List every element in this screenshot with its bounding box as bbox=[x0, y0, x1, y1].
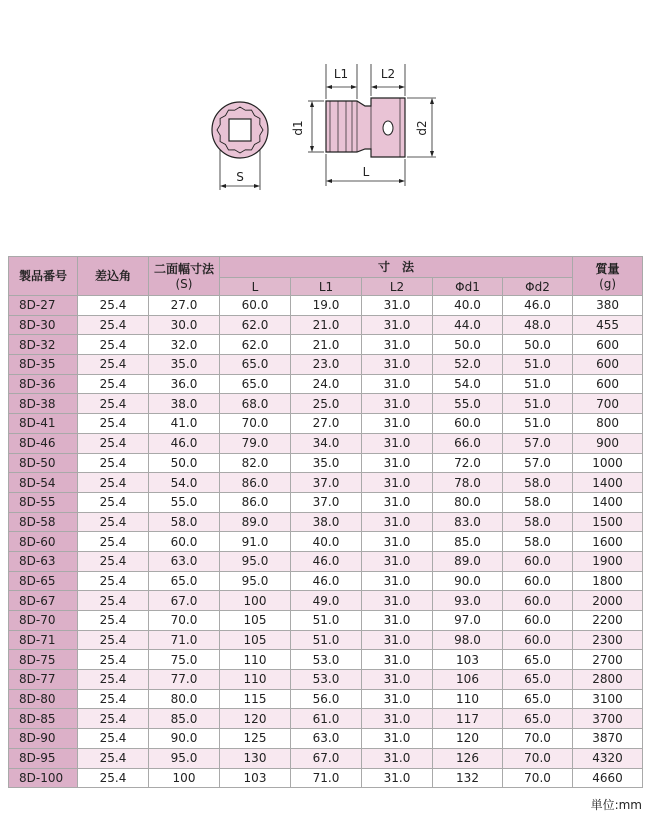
table-row bbox=[9, 492, 643, 512]
cell-d2: 60.0 bbox=[503, 611, 573, 631]
cell-code: 8D-58 bbox=[9, 512, 78, 532]
cell-l2: 31.0 bbox=[362, 433, 433, 453]
cell-l1: 40.0 bbox=[291, 532, 362, 552]
table-row bbox=[9, 433, 643, 453]
cell-d1: 83.0 bbox=[433, 512, 503, 532]
cell-l1: 37.0 bbox=[291, 492, 362, 512]
cell-l: 68.0 bbox=[220, 394, 291, 414]
cell-d2: 70.0 bbox=[503, 748, 573, 768]
cell-mass: 3870 bbox=[573, 729, 643, 749]
cell-l: 62.0 bbox=[220, 335, 291, 355]
header-across-flats bbox=[149, 257, 220, 296]
dim-label-d2: d2 bbox=[415, 120, 429, 136]
cell-l1: 53.0 bbox=[291, 670, 362, 690]
cell-drive: 25.4 bbox=[78, 473, 149, 493]
table-row bbox=[9, 315, 643, 335]
cell-mass: 1400 bbox=[573, 473, 643, 493]
cell-code: 8D-36 bbox=[9, 374, 78, 394]
table-row bbox=[9, 571, 643, 591]
cell-mass: 600 bbox=[573, 374, 643, 394]
cell-l1: 19.0 bbox=[291, 296, 362, 316]
cell-code: 8D-75 bbox=[9, 650, 78, 670]
cell-l1: 27.0 bbox=[291, 414, 362, 434]
subheader-l2: L2 bbox=[362, 278, 433, 296]
cell-across-flats: 80.0 bbox=[149, 689, 220, 709]
cell-d1: 60.0 bbox=[433, 414, 503, 434]
cell-l2: 31.0 bbox=[362, 670, 433, 690]
header-drive: 差込角 bbox=[78, 257, 149, 296]
cell-mass: 4320 bbox=[573, 748, 643, 768]
cell-drive: 25.4 bbox=[78, 374, 149, 394]
table-row bbox=[9, 551, 643, 571]
cell-code: 8D-80 bbox=[9, 689, 78, 709]
cell-l: 95.0 bbox=[220, 571, 291, 591]
cell-d2: 51.0 bbox=[503, 374, 573, 394]
cell-l: 100 bbox=[220, 591, 291, 611]
cell-code: 8D-65 bbox=[9, 571, 78, 591]
cell-across-flats: 58.0 bbox=[149, 512, 220, 532]
cell-mass: 600 bbox=[573, 355, 643, 375]
header-mass-sub: (g) bbox=[599, 276, 617, 291]
cell-code: 8D-100 bbox=[9, 768, 78, 788]
cell-d2: 58.0 bbox=[503, 532, 573, 552]
dim-label-s: S bbox=[236, 170, 244, 184]
cell-mass: 1600 bbox=[573, 532, 643, 552]
cell-l: 105 bbox=[220, 630, 291, 650]
table-row bbox=[9, 709, 643, 729]
cell-mass: 1000 bbox=[573, 453, 643, 473]
cell-d1: 117 bbox=[433, 709, 503, 729]
cell-code: 8D-30 bbox=[9, 315, 78, 335]
cell-across-flats: 71.0 bbox=[149, 630, 220, 650]
cell-across-flats: 27.0 bbox=[149, 296, 220, 316]
header-code: 製品番号 bbox=[9, 257, 78, 296]
cell-d1: 50.0 bbox=[433, 335, 503, 355]
cell-drive: 25.4 bbox=[78, 492, 149, 512]
cell-across-flats: 30.0 bbox=[149, 315, 220, 335]
cell-l: 105 bbox=[220, 611, 291, 631]
cell-code: 8D-67 bbox=[9, 591, 78, 611]
cell-l2: 31.0 bbox=[362, 296, 433, 316]
cell-across-flats: 36.0 bbox=[149, 374, 220, 394]
cell-l1: 23.0 bbox=[291, 355, 362, 375]
cell-drive: 25.4 bbox=[78, 630, 149, 650]
cell-l2: 31.0 bbox=[362, 591, 433, 611]
cell-l2: 31.0 bbox=[362, 650, 433, 670]
cell-mass: 3100 bbox=[573, 689, 643, 709]
cell-l: 91.0 bbox=[220, 532, 291, 552]
header-mass bbox=[573, 257, 643, 296]
cell-drive: 25.4 bbox=[78, 611, 149, 631]
cell-l: 86.0 bbox=[220, 473, 291, 493]
cell-across-flats: 85.0 bbox=[149, 709, 220, 729]
cell-d2: 58.0 bbox=[503, 492, 573, 512]
cell-drive: 25.4 bbox=[78, 748, 149, 768]
cell-l2: 31.0 bbox=[362, 374, 433, 394]
pin-hole bbox=[383, 121, 393, 135]
cell-mass: 380 bbox=[573, 296, 643, 316]
cell-l1: 34.0 bbox=[291, 433, 362, 453]
cell-mass: 2000 bbox=[573, 591, 643, 611]
cell-across-flats: 32.0 bbox=[149, 335, 220, 355]
cell-across-flats: 63.0 bbox=[149, 551, 220, 571]
cell-l: 65.0 bbox=[220, 374, 291, 394]
socket-front-view bbox=[212, 102, 268, 190]
cell-across-flats: 50.0 bbox=[149, 453, 220, 473]
cell-code: 8D-32 bbox=[9, 335, 78, 355]
cell-mass: 4660 bbox=[573, 768, 643, 788]
cell-d2: 57.0 bbox=[503, 453, 573, 473]
cell-mass: 2300 bbox=[573, 630, 643, 650]
dim-label-l: L bbox=[362, 165, 370, 179]
cell-l: 103 bbox=[220, 768, 291, 788]
cell-l2: 31.0 bbox=[362, 512, 433, 532]
cell-l2: 31.0 bbox=[362, 551, 433, 571]
cell-code: 8D-38 bbox=[9, 394, 78, 414]
cell-l2: 31.0 bbox=[362, 729, 433, 749]
table-row bbox=[9, 650, 643, 670]
cell-l2: 31.0 bbox=[362, 492, 433, 512]
cell-code: 8D-35 bbox=[9, 355, 78, 375]
cell-d1: 55.0 bbox=[433, 394, 503, 414]
table-row bbox=[9, 748, 643, 768]
cell-across-flats: 67.0 bbox=[149, 591, 220, 611]
cell-code: 8D-41 bbox=[9, 414, 78, 434]
cell-d2: 46.0 bbox=[503, 296, 573, 316]
cell-l: 130 bbox=[220, 748, 291, 768]
table-row bbox=[9, 473, 643, 493]
cell-drive: 25.4 bbox=[78, 532, 149, 552]
cell-d2: 51.0 bbox=[503, 414, 573, 434]
cell-across-flats: 54.0 bbox=[149, 473, 220, 493]
cell-code: 8D-54 bbox=[9, 473, 78, 493]
cell-l1: 63.0 bbox=[291, 729, 362, 749]
table-row bbox=[9, 394, 643, 414]
cell-mass: 2700 bbox=[573, 650, 643, 670]
cell-drive: 25.4 bbox=[78, 670, 149, 690]
cell-drive: 25.4 bbox=[78, 768, 149, 788]
cell-d2: 60.0 bbox=[503, 630, 573, 650]
cell-drive: 25.4 bbox=[78, 315, 149, 335]
cell-l2: 31.0 bbox=[362, 453, 433, 473]
cell-drive: 25.4 bbox=[78, 394, 149, 414]
cell-drive: 25.4 bbox=[78, 709, 149, 729]
cell-l: 62.0 bbox=[220, 315, 291, 335]
table-row bbox=[9, 611, 643, 631]
cell-across-flats: 70.0 bbox=[149, 611, 220, 631]
cell-d1: 90.0 bbox=[433, 571, 503, 591]
cell-drive: 25.4 bbox=[78, 512, 149, 532]
table-body bbox=[9, 296, 643, 788]
cell-d1: 80.0 bbox=[433, 492, 503, 512]
cell-code: 8D-90 bbox=[9, 729, 78, 749]
dim-label-d1: d1 bbox=[291, 120, 305, 136]
subheader-d2: Φd2 bbox=[503, 278, 573, 296]
cell-l: 82.0 bbox=[220, 453, 291, 473]
spec-table bbox=[8, 256, 643, 788]
table-row bbox=[9, 630, 643, 650]
cell-l: 70.0 bbox=[220, 414, 291, 434]
dim-label-l2: L2 bbox=[380, 67, 396, 81]
cell-code: 8D-46 bbox=[9, 433, 78, 453]
cell-l1: 46.0 bbox=[291, 571, 362, 591]
cell-d2: 50.0 bbox=[503, 335, 573, 355]
cell-l1: 56.0 bbox=[291, 689, 362, 709]
cell-l1: 24.0 bbox=[291, 374, 362, 394]
cell-drive: 25.4 bbox=[78, 689, 149, 709]
subheader-l: L bbox=[220, 278, 291, 296]
cell-d1: 44.0 bbox=[433, 315, 503, 335]
cell-mass: 3700 bbox=[573, 709, 643, 729]
cell-d1: 40.0 bbox=[433, 296, 503, 316]
table-row bbox=[9, 414, 643, 434]
cell-d1: 98.0 bbox=[433, 630, 503, 650]
cell-d1: 66.0 bbox=[433, 433, 503, 453]
cell-mass: 800 bbox=[573, 414, 643, 434]
cell-across-flats: 77.0 bbox=[149, 670, 220, 690]
table-row bbox=[9, 532, 643, 552]
header-dimensions: 寸 法 bbox=[220, 257, 573, 278]
cell-l1: 46.0 bbox=[291, 551, 362, 571]
table-row bbox=[9, 355, 643, 375]
cell-drive: 25.4 bbox=[78, 335, 149, 355]
cell-l2: 31.0 bbox=[362, 473, 433, 493]
cell-l1: 71.0 bbox=[291, 768, 362, 788]
cell-drive: 25.4 bbox=[78, 650, 149, 670]
cell-l1: 21.0 bbox=[291, 315, 362, 335]
cell-d1: 97.0 bbox=[433, 611, 503, 631]
cell-l: 89.0 bbox=[220, 512, 291, 532]
cell-d2: 51.0 bbox=[503, 394, 573, 414]
cell-d2: 60.0 bbox=[503, 591, 573, 611]
cell-l2: 31.0 bbox=[362, 532, 433, 552]
cell-l: 110 bbox=[220, 650, 291, 670]
cell-l2: 31.0 bbox=[362, 394, 433, 414]
cell-code: 8D-60 bbox=[9, 532, 78, 552]
cell-mass: 2800 bbox=[573, 670, 643, 690]
table-row bbox=[9, 374, 643, 394]
cell-l1: 51.0 bbox=[291, 611, 362, 631]
cell-d1: 54.0 bbox=[433, 374, 503, 394]
cell-drive: 25.4 bbox=[78, 453, 149, 473]
cell-d1: 85.0 bbox=[433, 532, 503, 552]
cell-l2: 31.0 bbox=[362, 611, 433, 631]
cell-code: 8D-50 bbox=[9, 453, 78, 473]
table-row bbox=[9, 296, 643, 316]
cell-d1: 93.0 bbox=[433, 591, 503, 611]
cell-d2: 57.0 bbox=[503, 433, 573, 453]
cell-drive: 25.4 bbox=[78, 414, 149, 434]
cell-l: 60.0 bbox=[220, 296, 291, 316]
cell-d2: 70.0 bbox=[503, 729, 573, 749]
cell-d1: 78.0 bbox=[433, 473, 503, 493]
cell-d1: 52.0 bbox=[433, 355, 503, 375]
cell-mass: 455 bbox=[573, 315, 643, 335]
cell-d2: 65.0 bbox=[503, 650, 573, 670]
header-across-flats-label: 二面幅寸法 bbox=[153, 261, 214, 276]
cell-code: 8D-63 bbox=[9, 551, 78, 571]
header-mass-label: 質量 bbox=[595, 261, 620, 276]
cell-l: 86.0 bbox=[220, 492, 291, 512]
cell-d2: 48.0 bbox=[503, 315, 573, 335]
cell-d1: 132 bbox=[433, 768, 503, 788]
cell-drive: 25.4 bbox=[78, 551, 149, 571]
cell-across-flats: 46.0 bbox=[149, 433, 220, 453]
cell-d2: 65.0 bbox=[503, 670, 573, 690]
cell-mass: 2200 bbox=[573, 611, 643, 631]
cell-drive: 25.4 bbox=[78, 591, 149, 611]
cell-across-flats: 65.0 bbox=[149, 571, 220, 591]
cell-l: 125 bbox=[220, 729, 291, 749]
cell-l1: 49.0 bbox=[291, 591, 362, 611]
cell-across-flats: 100 bbox=[149, 768, 220, 788]
table-row bbox=[9, 670, 643, 690]
subheader-l1: L1 bbox=[291, 278, 362, 296]
table-row bbox=[9, 453, 643, 473]
cell-code: 8D-27 bbox=[9, 296, 78, 316]
cell-across-flats: 95.0 bbox=[149, 748, 220, 768]
cell-across-flats: 35.0 bbox=[149, 355, 220, 375]
socket-diagram bbox=[0, 0, 650, 200]
cell-drive: 25.4 bbox=[78, 433, 149, 453]
cell-mass: 900 bbox=[573, 433, 643, 453]
cell-code: 8D-71 bbox=[9, 630, 78, 650]
cell-l: 95.0 bbox=[220, 551, 291, 571]
cell-mass: 600 bbox=[573, 335, 643, 355]
cell-l1: 61.0 bbox=[291, 709, 362, 729]
cell-drive: 25.4 bbox=[78, 729, 149, 749]
cell-d2: 58.0 bbox=[503, 473, 573, 493]
square-drive-hole bbox=[229, 119, 251, 141]
cell-l2: 31.0 bbox=[362, 709, 433, 729]
cell-d1: 72.0 bbox=[433, 453, 503, 473]
header-across-flats-sub: (S) bbox=[175, 276, 193, 291]
cell-d2: 65.0 bbox=[503, 689, 573, 709]
cell-d1: 106 bbox=[433, 670, 503, 690]
cell-across-flats: 55.0 bbox=[149, 492, 220, 512]
cell-drive: 25.4 bbox=[78, 355, 149, 375]
table-row bbox=[9, 768, 643, 788]
table-row bbox=[9, 689, 643, 709]
cell-across-flats: 41.0 bbox=[149, 414, 220, 434]
cell-d1: 103 bbox=[433, 650, 503, 670]
cell-l2: 31.0 bbox=[362, 335, 433, 355]
cell-d2: 60.0 bbox=[503, 571, 573, 591]
cell-across-flats: 38.0 bbox=[149, 394, 220, 414]
header-row bbox=[9, 257, 643, 278]
unit-note: 単位:mm bbox=[590, 798, 642, 812]
cell-d2: 60.0 bbox=[503, 551, 573, 571]
cell-l2: 31.0 bbox=[362, 748, 433, 768]
cell-l1: 53.0 bbox=[291, 650, 362, 670]
cell-mass: 1500 bbox=[573, 512, 643, 532]
cell-l2: 31.0 bbox=[362, 414, 433, 434]
cell-l2: 31.0 bbox=[362, 571, 433, 591]
cell-l: 120 bbox=[220, 709, 291, 729]
socket-side-view bbox=[291, 64, 436, 186]
cell-d1: 110 bbox=[433, 689, 503, 709]
cell-code: 8D-95 bbox=[9, 748, 78, 768]
cell-l2: 31.0 bbox=[362, 315, 433, 335]
cell-mass: 1800 bbox=[573, 571, 643, 591]
cell-l: 79.0 bbox=[220, 433, 291, 453]
cell-d1: 126 bbox=[433, 748, 503, 768]
table-row bbox=[9, 512, 643, 532]
cell-d2: 70.0 bbox=[503, 768, 573, 788]
cell-l1: 37.0 bbox=[291, 473, 362, 493]
cell-d2: 58.0 bbox=[503, 512, 573, 532]
cell-across-flats: 60.0 bbox=[149, 532, 220, 552]
cell-drive: 25.4 bbox=[78, 296, 149, 316]
cell-d1: 120 bbox=[433, 729, 503, 749]
cell-l1: 67.0 bbox=[291, 748, 362, 768]
cell-drive: 25.4 bbox=[78, 571, 149, 591]
cell-l2: 31.0 bbox=[362, 355, 433, 375]
table-row bbox=[9, 335, 643, 355]
cell-l: 115 bbox=[220, 689, 291, 709]
cell-l2: 31.0 bbox=[362, 689, 433, 709]
cell-code: 8D-85 bbox=[9, 709, 78, 729]
table-row bbox=[9, 729, 643, 749]
cell-mass: 1900 bbox=[573, 551, 643, 571]
cell-l: 110 bbox=[220, 670, 291, 690]
cell-l1: 21.0 bbox=[291, 335, 362, 355]
subheader-d1: Φd1 bbox=[433, 278, 503, 296]
cell-l: 65.0 bbox=[220, 355, 291, 375]
cell-l1: 51.0 bbox=[291, 630, 362, 650]
cell-across-flats: 90.0 bbox=[149, 729, 220, 749]
cell-across-flats: 75.0 bbox=[149, 650, 220, 670]
cell-l1: 25.0 bbox=[291, 394, 362, 414]
cell-code: 8D-77 bbox=[9, 670, 78, 690]
cell-d1: 89.0 bbox=[433, 551, 503, 571]
cell-l1: 38.0 bbox=[291, 512, 362, 532]
cell-l2: 31.0 bbox=[362, 768, 433, 788]
dim-label-l1: L1 bbox=[333, 67, 349, 81]
table-row bbox=[9, 591, 643, 611]
cell-l1: 35.0 bbox=[291, 453, 362, 473]
cell-d2: 51.0 bbox=[503, 355, 573, 375]
cell-code: 8D-70 bbox=[9, 611, 78, 631]
cell-mass: 700 bbox=[573, 394, 643, 414]
cell-mass: 1400 bbox=[573, 492, 643, 512]
cell-code: 8D-55 bbox=[9, 492, 78, 512]
cell-l2: 31.0 bbox=[362, 630, 433, 650]
cell-d2: 65.0 bbox=[503, 709, 573, 729]
